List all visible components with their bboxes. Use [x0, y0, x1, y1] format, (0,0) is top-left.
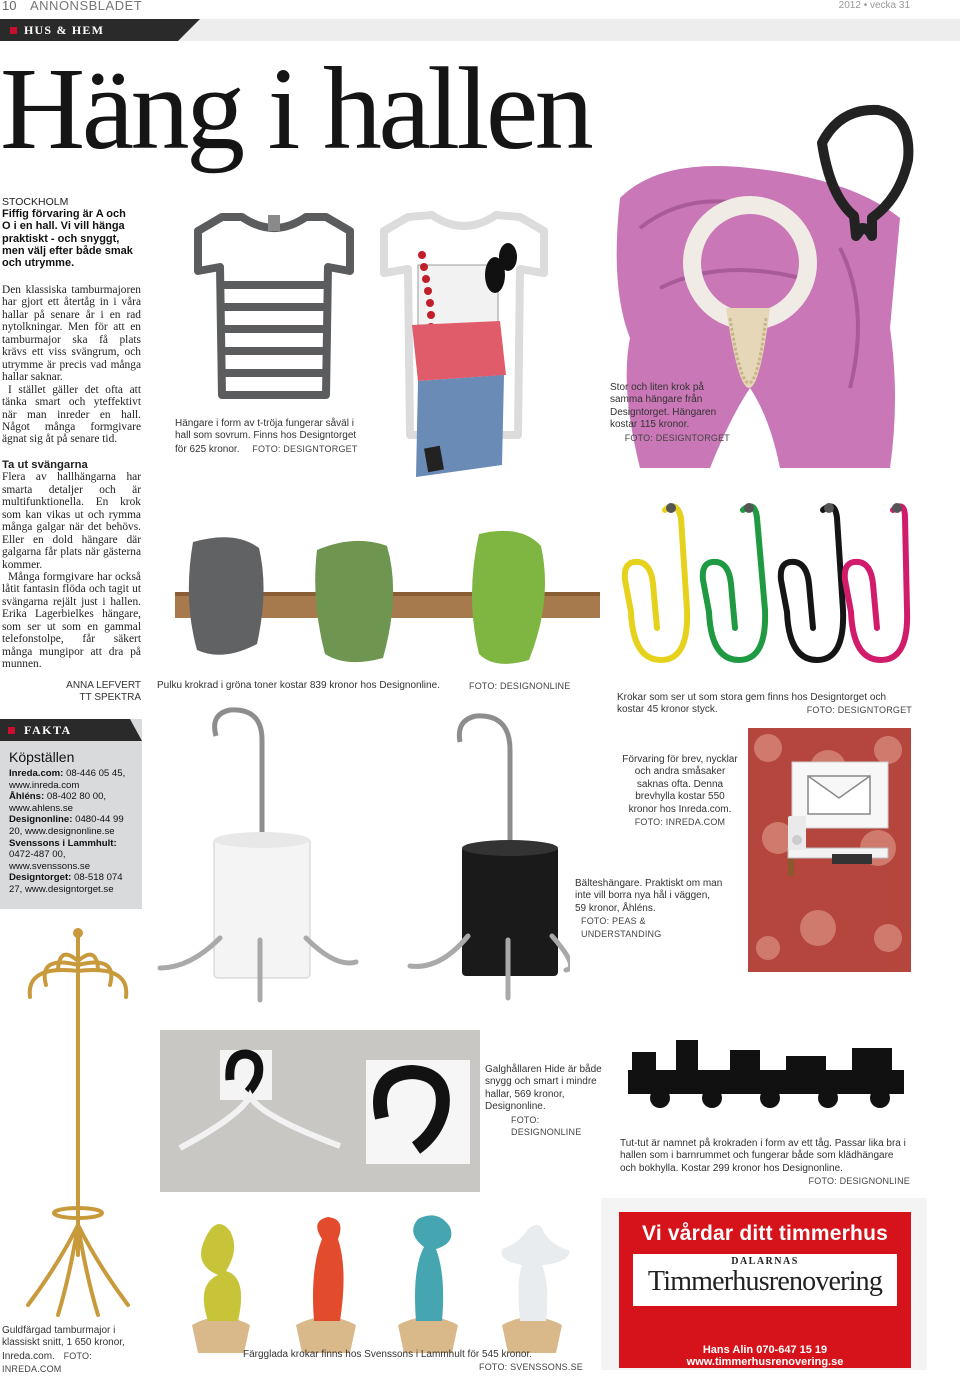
fakta-entry-name: Designonline:	[9, 814, 73, 826]
photo-credit: FOTO: DESIGNTORGET	[806, 705, 912, 716]
headline: Häng i hallen	[0, 43, 591, 174]
byline	[2, 680, 141, 704]
photo-coat-stand	[18, 925, 143, 1320]
fakta-entry-text: 0472-487 00, www.svenssons.se	[9, 849, 91, 872]
body-paragraph: Den klassiska tamburmajoren har gjort ett återtåg in i våra hallar på senare år i en rad nytolkningar. Men för att en tamburmajor ska få plats krävs ett viss svängrum, och utrymme är precis vad många hallar saknar.	[2, 284, 141, 384]
fakta-title: Köpställen	[9, 749, 75, 765]
photo-credit: FOTO: INREDA.COM	[634, 817, 726, 828]
fakta-list	[9, 768, 137, 896]
caption-text: Galghållaren Hide är både snygg och smart i mindre hallar, 569 kronor, Designonline.	[485, 1064, 602, 1113]
photo-train-rack	[620, 1030, 910, 1120]
photo-clip-hooks	[605, 480, 915, 675]
caption-hook	[610, 382, 730, 444]
caption-text: Guldfärgad tamburmajor i klassiskt snitt, 1 650 kronor, Inreda.com.	[2, 1325, 125, 1362]
colorful-hooks-illustration	[180, 1205, 595, 1355]
caption-text: Pulku krokrad i gröna toner kostar 839 kronor hos Designonline.	[157, 680, 440, 691]
ad-contact: Hans Alin 070-647 15 19	[702, 1344, 828, 1356]
photo-credit: FOTO: PEAS & UNDERSTANDING	[581, 916, 662, 939]
fakta-entry-text: 08-518 074 27, www.designtorget.se	[9, 872, 123, 895]
photo-credit: FOTO: DESIGNTORGET	[252, 443, 358, 454]
caption-belt	[575, 878, 723, 940]
caption-tshirt	[175, 418, 370, 456]
letter-shelf-illustration	[748, 728, 911, 972]
fakta-entry	[9, 814, 137, 837]
section-label: HUS & HEM	[24, 23, 105, 37]
page-header	[0, 0, 960, 14]
caption-text: Hängare i form av t-tröja fungerar såväl i hall som sovrum. Finns hos Designtorget för 625 kronor.	[175, 418, 357, 455]
fakta-entry	[9, 791, 137, 814]
caption-text: Bälteshängare. Praktiskt om man inte vill borra nya hål i väggen, 59 kronor, Åhléns.	[575, 878, 723, 914]
caption-text: Stor och liten krok på samma hängare från Designtorget. Hängaren kostar 115 kronor.	[610, 382, 717, 431]
ad-brand-top: DALARNAS	[731, 1256, 799, 1267]
dateline: STOCKHOLM	[2, 196, 69, 208]
fakta-entry-name: Åhléns:	[9, 791, 45, 803]
photo-credit: FOTO: DESIGNONLINE	[469, 681, 571, 691]
publication-name: ANNONSBLADET	[30, 0, 143, 13]
photo-credit: FOTO: SVENSSONS.SE	[479, 1362, 583, 1373]
caption-hide	[485, 1064, 605, 1138]
photo-belt-hangers	[150, 700, 570, 1010]
photo-hide-hanger	[160, 1030, 480, 1192]
subhead: Ta ut svängarna	[2, 458, 88, 471]
body-paragraph: Flera av hallhängarna har smarta detaljer och är multifunktionella. En krok som kan vikas ut och rymma många galgar när det behövs. Eller en dold hängare där galgarna får plats när gästerna kommer.	[2, 471, 141, 571]
caption-train	[620, 1138, 910, 1188]
caption-text: Förvaring för brev, nycklar och andra småsaker saknas ofta. Denna brevhylla kostar 550 kronor hos Inreda.com.	[622, 754, 738, 815]
ad-logo-box	[633, 1254, 897, 1306]
lead-line: O i en hall. Vi vill hänga	[2, 220, 125, 233]
ad-headline: Vi vårdar ditt timmerhus	[642, 1222, 888, 1245]
caption-letters	[620, 754, 740, 828]
fakta-entry	[9, 768, 137, 791]
caption-text: Tut-tut är namnet på krokraden i form av ett tåg. Passar lika bra i hallen som i barnrummet och fungerar både som klädhängare och bokhylla. Kostar 299 kronor hos Designonline.	[620, 1138, 906, 1174]
caption-clips	[617, 692, 912, 717]
fakta-entry-text: 08-446 05 45, www.inreda.com	[9, 768, 126, 791]
fakta-entry	[9, 872, 137, 895]
body-paragraph: I stället gäller det ofta att tänka smart och yteffektivt när man inreder en hall. Något många formgivare ägnat sig åt på senare tid.	[2, 383, 141, 446]
photo-credit: FOTO: DESIGNONLINE	[808, 1176, 910, 1187]
issue-date: 2012 • vecka 31	[838, 0, 910, 11]
fakta-label: FAKTA	[24, 723, 72, 737]
ad-brand: Timmerhusrenovering	[647, 1266, 883, 1297]
lead-line: men välj efter både smak	[2, 244, 133, 257]
lead-text	[2, 208, 147, 269]
photo-colorful-hooks	[180, 1205, 595, 1355]
fakta-entry-text: 08-402 80 00, www.ahlens.se	[9, 791, 107, 814]
article-body	[2, 284, 141, 671]
byline-agency: TT SPEKTRA	[79, 692, 141, 703]
section-marker	[10, 27, 17, 34]
clip-hooks-illustration	[605, 480, 915, 675]
belt-hanger-illustration	[150, 700, 570, 1010]
photo-credit: FOTO: DESIGNTORGET	[624, 432, 730, 443]
ad-website[interactable]: www.timmerhusrenovering.se	[686, 1356, 844, 1368]
fakta-entry-name: Designtorget:	[9, 872, 72, 884]
fakta-entry	[9, 838, 137, 873]
coat-stand-illustration	[18, 925, 143, 1320]
fakta-box	[0, 719, 142, 909]
byline-author: ANNA LEFVERT	[66, 680, 141, 691]
caption-stand	[2, 1325, 144, 1377]
advertisement[interactable]	[601, 1198, 927, 1370]
lead-line: och utrymme.	[2, 257, 75, 270]
lead-line: praktiskt - och snyggt,	[2, 232, 120, 245]
body-paragraph: Många formgivare har också låtit fantasin flöda och tagit ut svängarna rejält just i hallen. Erika Lagerbielkes hängare, som ser ut som en gammal telefonstolpe, får säkert många mungipor att dra på munnen.	[2, 570, 141, 671]
section-band	[0, 19, 960, 41]
caption-text: Krokar som ser ut som stora gem finns hos Designtorget och kostar 45 kronor styck.	[617, 692, 887, 716]
section-band-shape	[0, 19, 960, 41]
fakta-entry-name: Svenssons i Lammhult:	[9, 837, 117, 849]
page-number: 10	[2, 0, 17, 13]
fakta-entry-text: 0480-44 99 20, www.designonline.se	[9, 814, 124, 837]
fakta-marker	[8, 727, 15, 734]
caption-text: Färgglada krokar finns hos Svenssons i Lammhult för 545 kronor.	[243, 1349, 533, 1360]
lead-line: Fiffig förvaring är A och	[2, 208, 126, 220]
photo-credit: FOTO: INREDA.COM	[2, 1350, 92, 1375]
pulku-illustration	[165, 520, 600, 670]
hide-hanger-illustration	[160, 1030, 480, 1192]
photo-letter-shelf	[748, 728, 911, 972]
photo-pulku	[165, 520, 600, 670]
fakta-entry-name: Inreda.com:	[9, 768, 64, 779]
caption-pulku	[157, 680, 577, 692]
train-rack-illustration	[620, 1030, 910, 1120]
caption-colorful	[243, 1349, 583, 1374]
photo-credit: FOTO: DESIGNONLINE	[511, 1114, 582, 1138]
ad-panel	[619, 1212, 911, 1368]
